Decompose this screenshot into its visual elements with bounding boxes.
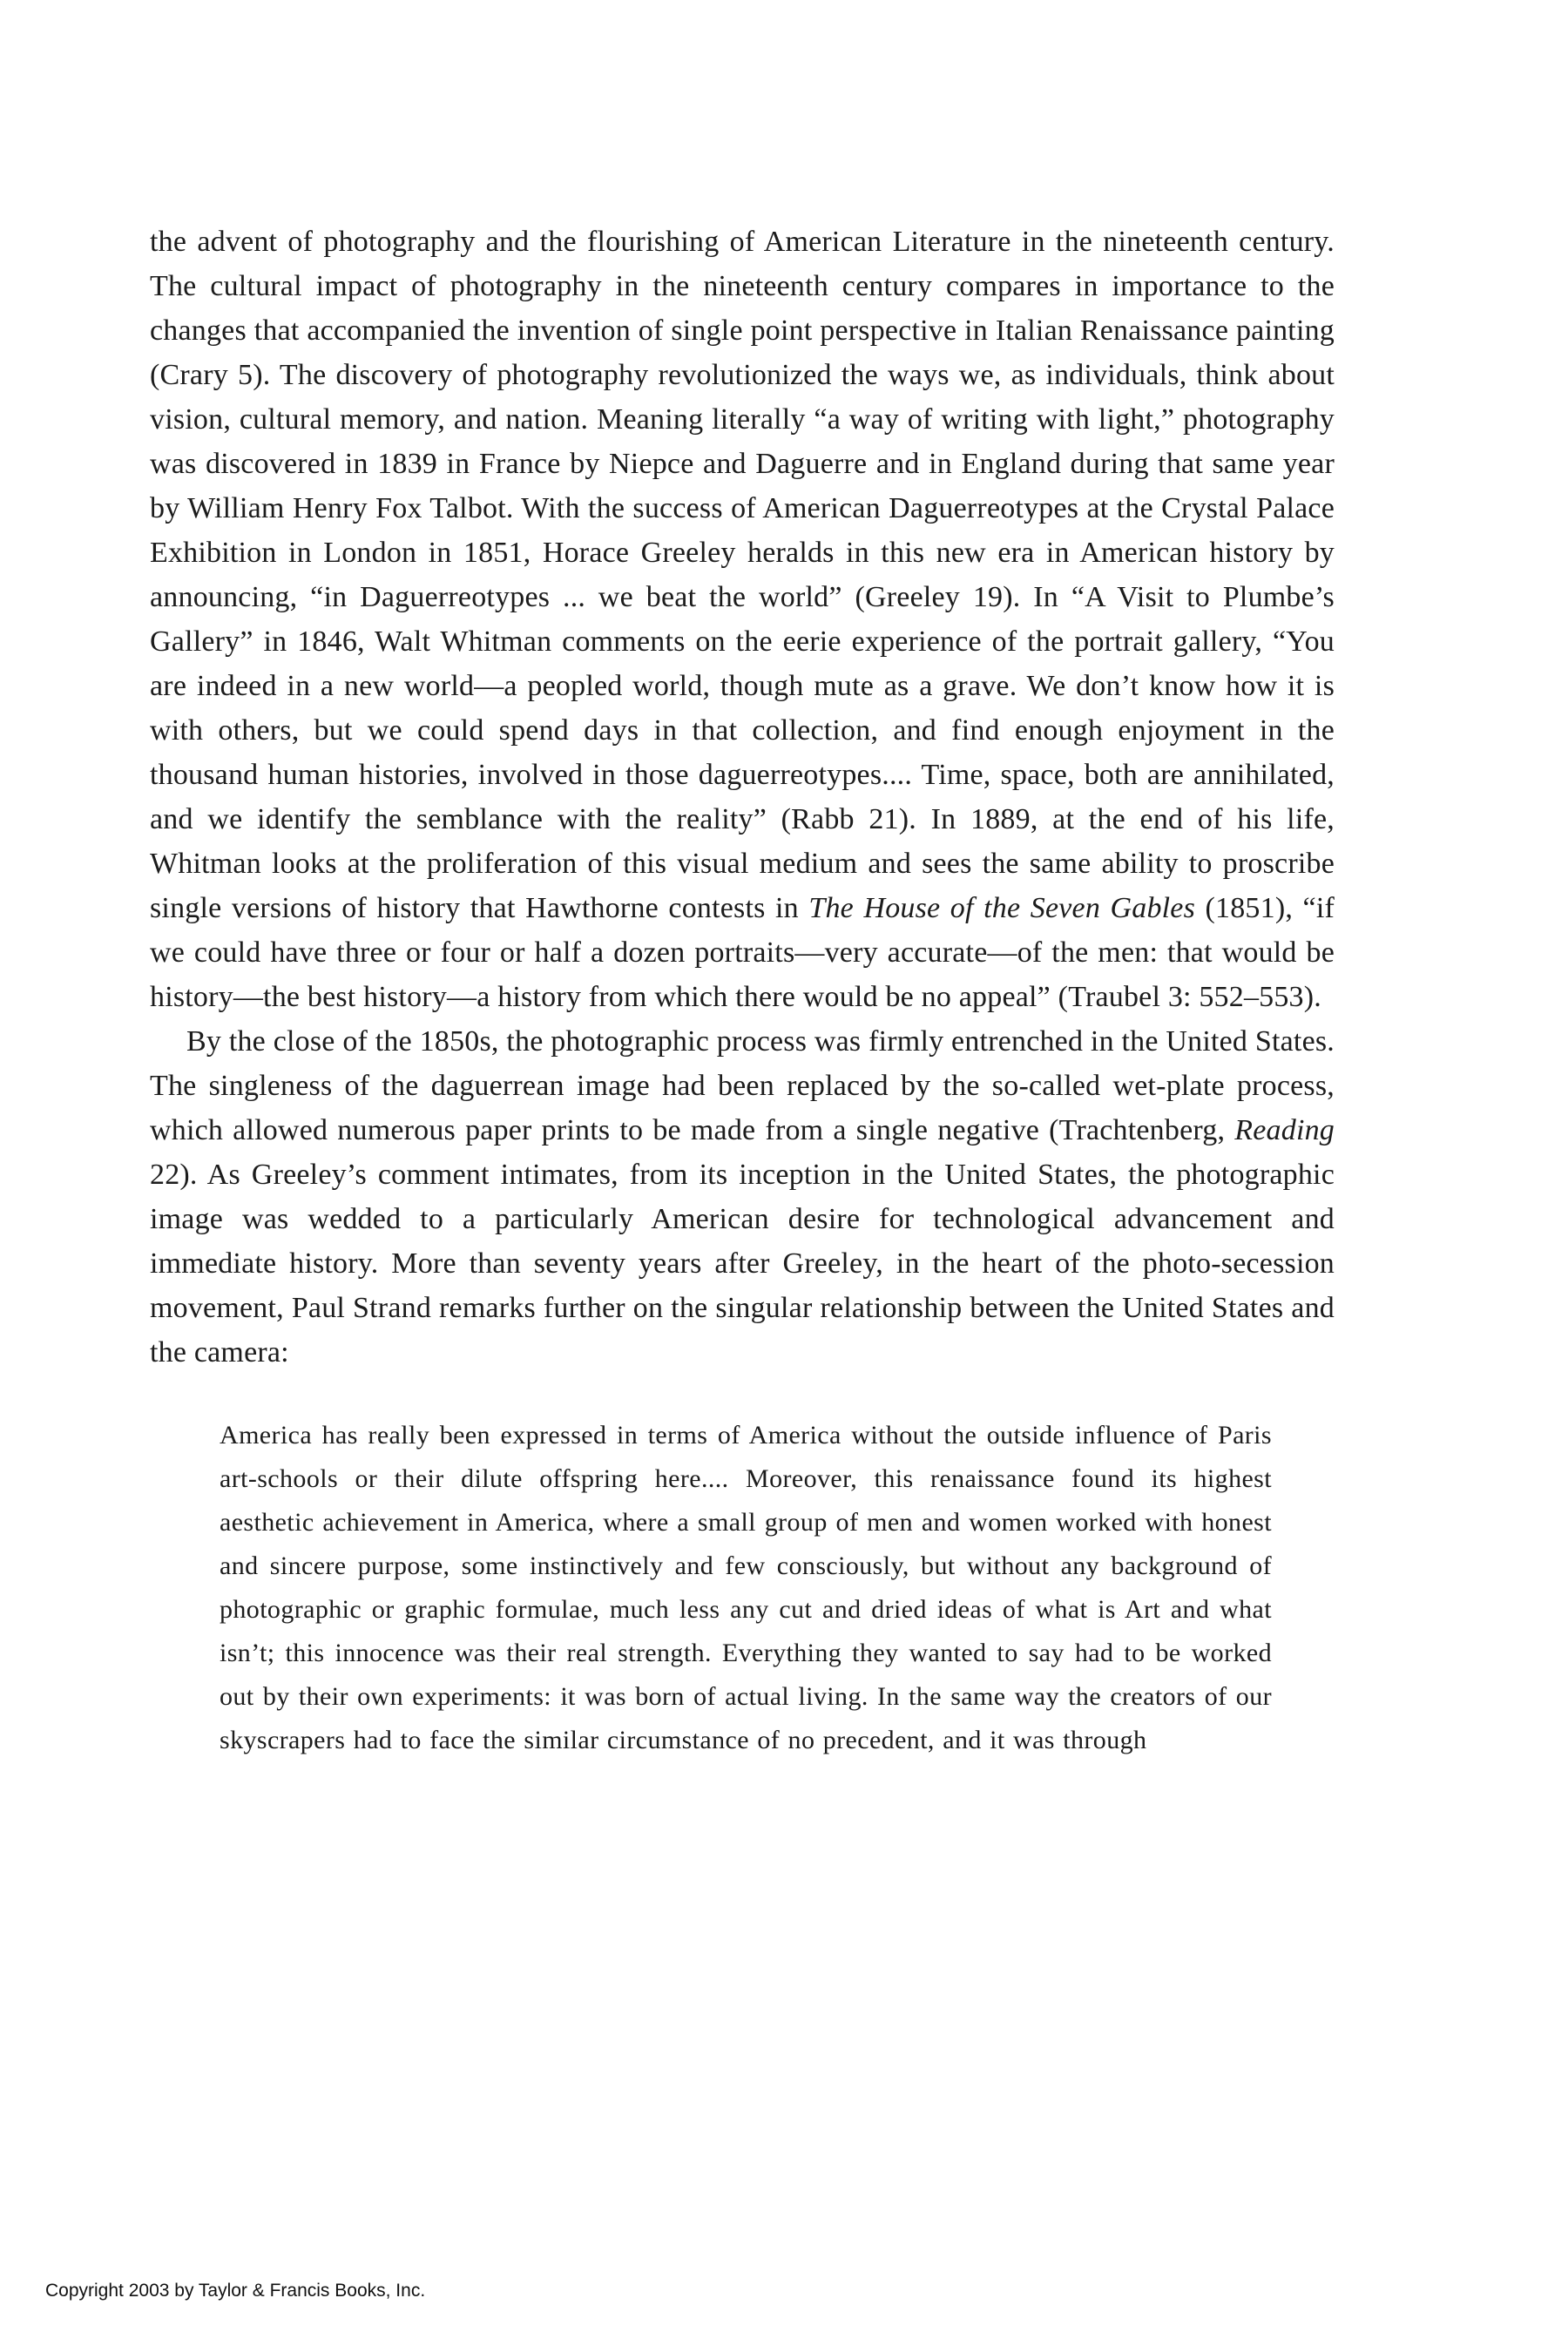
paragraph-second-text-after: 22). As Greeley’s comment intimates, from its inception in the United States, the photographic image was wedded to a particularly American desire for technological advancement and immediate history. More than seventy years after Greeley, in the heart of the photo-secession movement, Paul Strand remarks further on the singular relationship between the United States and the camera: [150,1159,1335,1369]
book-title-italic: The House of the Seven Gables [808,892,1196,924]
copyright-line: Copyright 2003 by Taylor & Francis Books, Inc. [45,2281,426,2301]
paragraph-opening-text: the advent of photography and the flourishing of American Literature in the nineteenth century. The cultural impact of photography in the nineteenth century compares in importance to the changes that accompanied the invention of single point perspective in Italian Renaissance painting (Crary 5). The discovery of photography revolutionized the ways we, as individuals, think about vision, cultural memory, and nation. Meaning literally “a way of writing with light,” photography was discovered in 1839 in France by Niepce and Daguerre and in England during that same year by William Henry Fox Talbot. With the success of American Daguerreotypes at the Crystal Palace Exhibition in London in 1851, Horace Greeley heralds in this new era in American history by announcing, “in Daguerreotypes ... we beat the world” (Greeley 19). In “A Visit to Plumbe’s Gallery” in 1846, Walt Whitman comments on the eerie experience of the portrait gallery, “You are indeed in a new world—a peopled world, though mute as a grave. We don’t know how it is with others, but we could spend days in that collection, and find enough enjoyment in the thousand human histories, involved in those daguerreotypes.... Time, space, both are annihilated, and we identify the semblance with the reality” (Rabb 21). In 1889, at the end of his life, Whitman looks at the proliferation of this visual medium and sees the same ability to proscribe single versions of history that Hawthorne contests in [150,226,1335,924]
reading-title-italic: Reading [1234,1114,1335,1146]
paragraph-second [150,1019,1335,1375]
paragraph-second-text: By the close of the 1850s, the photographic process was firmly entrenched in the United States. The singleness of the daguerrean image had been replaced by the so-called wet-plate process, which allowed numerous paper prints to be made from a single negative (Trachtenberg, [150,1025,1335,1146]
paragraph-opening-text-after: (1851), “if we could have three or four or half a dozen portraits—very accurate—of the men: that would be history—the best history—a history from which there would be no appeal” (Traubel 3: 552–553). [150,892,1335,1013]
strand-blockquote: America has really been expressed in terms of America without the outside influence of Paris art-schools or their dilute offspring here.... Moreover, this renaissance found its highest aesthetic achievement in America, where a small group of men and women worked with honest and sincere purpose, some instinctively and few consciously, but without any background of photographic or graphic formulae, much less any cut and dried ideas of what is Art and what isn’t; this innocence was their real strength. Everything they wanted to say had to be worked out by their own experiments: it was born of actual living. In the same way the creators of our skyscrapers had to face the similar circumstance of no precedent, and it was through [220,1421,1272,1754]
paragraph-opening [150,220,1335,1019]
text-column [150,220,1335,1762]
